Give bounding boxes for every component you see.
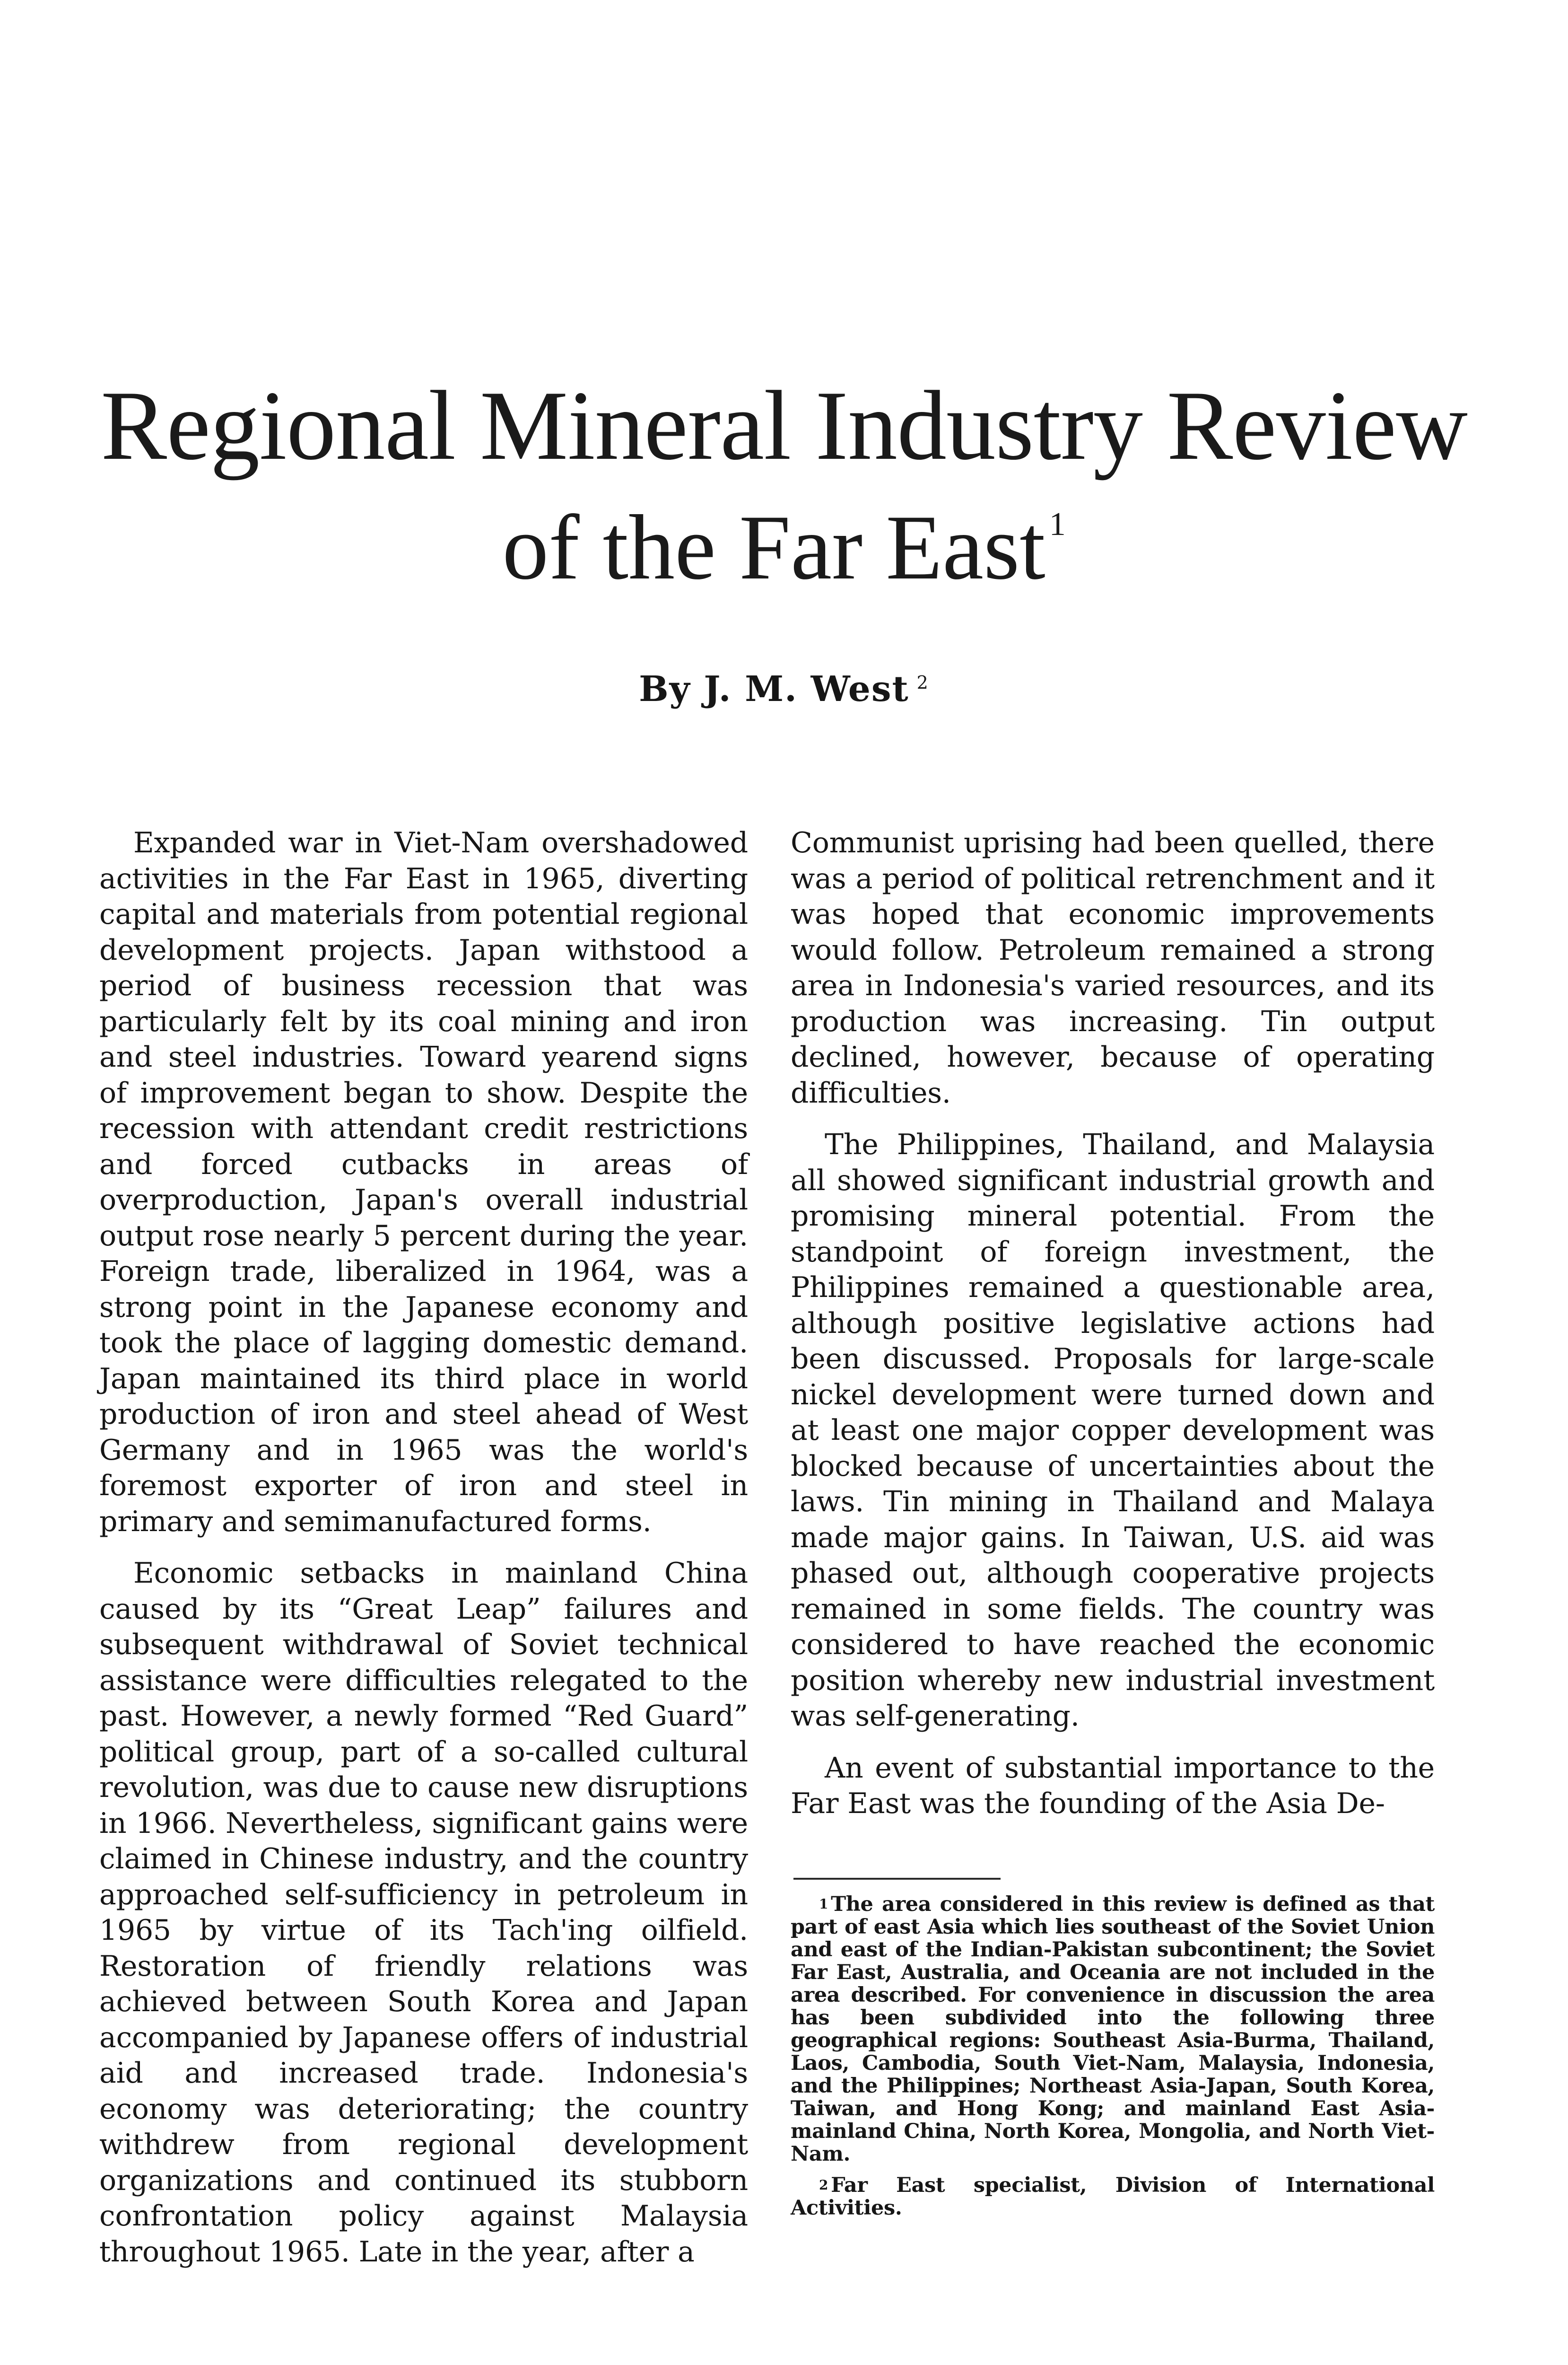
body-paragraph: Economic setbacks in mainland China caused by its “Great Leap” failures and subsequent withdrawal of Soviet technical assistance were difficulties relegated to the past. However, a newly formed “Red Guard” political group, part of a so-called cultural revolution, was due to cause new disruptions in 1966. Nevertheless, significant gains were claimed in Chinese industry, and the country approached self-sufficiency in petroleum in 1965 by virtue of its Tach'ing oilfield. Restoration of friendly relations was achieved between South Korea and Japan accompanied by Japanese offers of industrial aid and increased trade. Indonesia's economy was deteriorating; the country withdrew from regional development organizations and continued its stubborn confrontation policy against Malaysia throughout 1965. Late in the year, after a	[99, 1557, 748, 2269]
byline	[0, 669, 1568, 710]
title-footnote-mark: 1	[1049, 506, 1066, 543]
body-paragraph: An event of substantial importance to the Far East was the founding of the Asia De-	[791, 1751, 1435, 1820]
title-line-1	[0, 371, 1568, 481]
title-line-1-text: Regional Mineral Industry Review	[101, 371, 1467, 481]
footnote-divider	[793, 1878, 1001, 1880]
body-paragraph: The Philippines, Thailand, and Malaysia all showed significant industrial growth and promising mineral potential. From the standpoint of foreign investment, the Philippines remained a questionable area, although positive legislative actions had been discussed. Proposals for large-scale nickel development were turned down and at least one major copper development was blocked because of uncertainties about the laws. Tin mining in Thailand and Malaya made major gains. In Taiwan, U.S. aid was phased out, although cooperative projects remained in some fields. The country was considered to have reached the economic position whereby new industrial investment was self-generating.	[791, 1128, 1435, 1733]
footnote-1	[791, 1893, 1435, 2165]
footnote-1-text: The area considered in this review is defined as that part of east Asia which lies southeast of the Soviet Union and east of the Indian-Pakistan subcontinent; the Soviet Far East, Australia, and Oceania are not included in the area described. For convenience in discussion the area has been subdivided into the following three geographical regions: Southeast Asia-Burma, Thailand, Laos, Cambodia, South Viet-Nam, Malaysia, Indonesia, and the Philippines; Northeast Asia-Japan, South Korea, Taiwan, and Hong Kong; and mainland East Asia-mainland China, North Korea, Mongolia, and North Viet-Nam.	[791, 1892, 1435, 2166]
footnote-2-text: Far East specialist, Division of International Activities.	[791, 2173, 1435, 2220]
byline-footnote-mark: 2	[916, 672, 929, 693]
title-line-2	[0, 496, 1568, 599]
body-paragraph: Communist uprising had been quelled, there was a period of political retrenchment and it was hoped that economic improvements would follow. Petroleum remained a strong area in Indonesia's varied resources, and its production was increasing. Tin output declined, however, because of operating difficulties.	[791, 826, 1435, 1110]
left-column	[99, 825, 748, 2286]
title-line-2-text: of the Far East	[502, 496, 1045, 599]
footnote-2	[791, 2174, 1435, 2219]
footnote-1-mark: 1	[819, 1896, 828, 1912]
body-paragraph: Expanded war in Viet-Nam overshadowed activities in the Far East in 1965, diverting capital and materials from potential regional development projects. Japan withstood a period of business recession that was particularly felt by its coal mining and iron and steel industries. Toward yearend signs of improvement began to show. Despite the recession with attendant credit restrictions and forced cutbacks in areas of overproduction, Japan's overall industrial output rose nearly 5 percent during the year. Foreign trade, liberalized in 1964, was a strong point in the Japanese economy and took the place of lagging domestic demand. Japan maintained its third place in world production of iron and steel ahead of West Germany and in 1965 was the world's foremost exporter of iron and steel in primary and semimanufactured forms.	[99, 826, 748, 1538]
footnote-2-mark: 2	[819, 2177, 828, 2193]
right-column	[791, 825, 1435, 1838]
footnotes	[791, 1893, 1435, 2228]
byline-text: By J. M. West	[639, 669, 909, 710]
